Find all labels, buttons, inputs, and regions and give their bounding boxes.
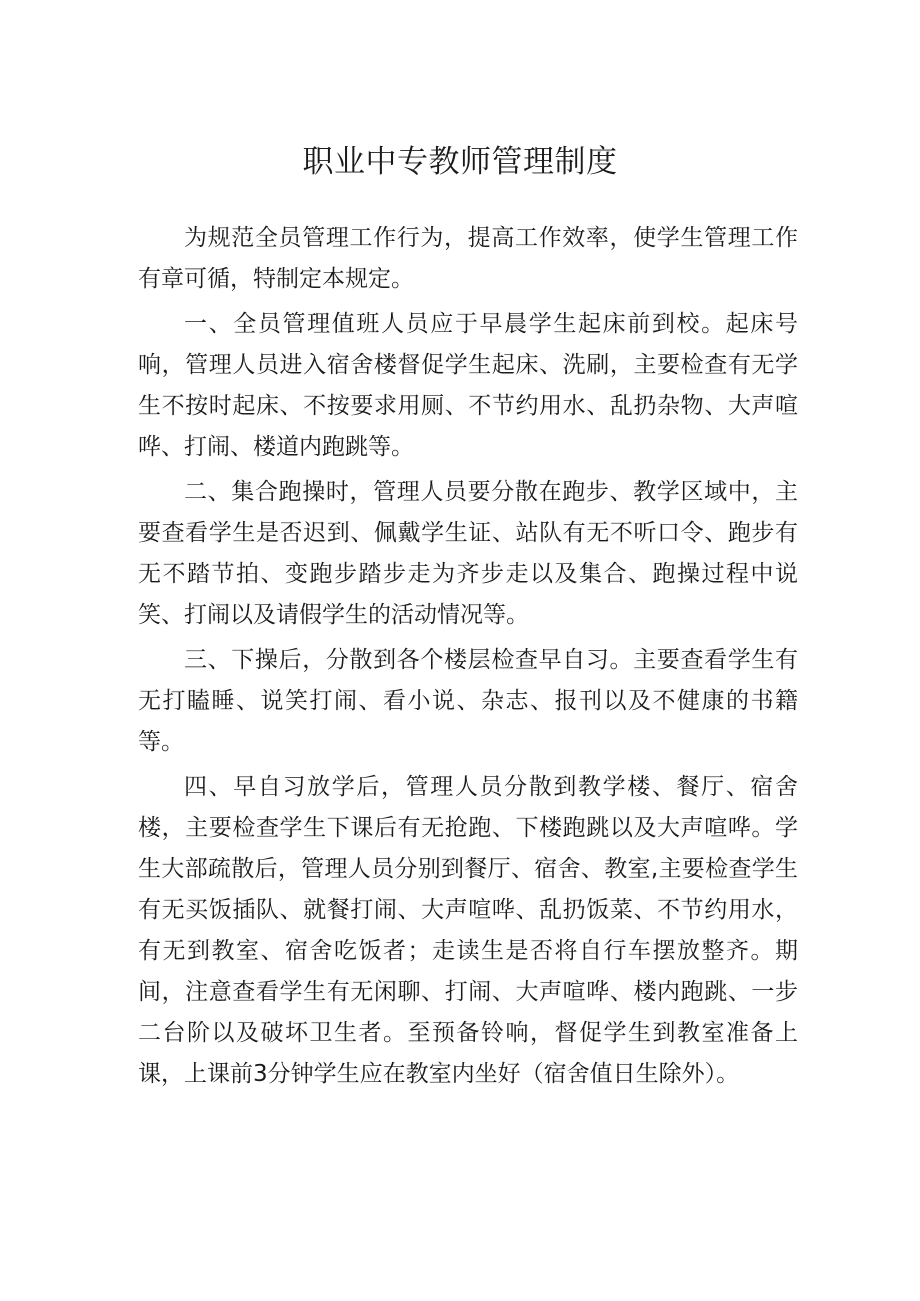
rule-4-paragraph: 四、早自习放学后，管理人员分散到教学楼、餐厅、宿舍楼，主要检查学生下课后有无抢跑、下楼跑跳以及大声喧哗。学生大部疏散后，管理人员分别到餐厅、宿舍、教室,主要检查学生有无买饭插队、就餐打闹、大声喧哗、乱扔饭菜、不节约用水，有无到教室、宿舍吃饭者；走读生是否将自行车摆放整齐。期间，注意查看学生有无闲聊、打闹、大声喧哗、楼内跑跳、一步二台阶以及破坏卫生者。至预备铃响，督促学生到教室准备上课，上课前3分钟学生应在教室内坐好（宿舍值日生除外）。 bbox=[138, 774, 798, 1087]
intro-paragraph: 为规范全员管理工作行为，提高工作效率，使学生管理工作有章可循，特制定本规定。 bbox=[138, 225, 798, 292]
rule-2-paragraph: 二、集合跑操时，管理人员要分散在跑步、教学区域中，主要查看学生是否迟到、佩戴学生证、站队有无不听口令、跑步有无不踏节拍、变跑步踏步走为齐步走以及集合、跑操过程中说笑、打闹以及请假学生的活动情况等。 bbox=[138, 479, 798, 628]
rule-3-paragraph: 三、下操后，分散到各个楼层检查早自习。主要查看学生有无打瞌睡、说笑打闹、看小说、杂志、报刊以及不健康的书籍等。 bbox=[138, 647, 798, 755]
document-title: 职业中专教师管理制度 bbox=[302, 144, 618, 180]
rule-1-paragraph: 一、全员管理值班人员应于早晨学生起床前到校。起床号响，管理人员进入宿舍楼督促学生起床、洗刷，主要检查有无学生不按时起床、不按要求用厕、不节约用水、乱扔杂物、大声喧哗、打闹、楼道内跑跳等。 bbox=[138, 311, 798, 460]
document-body bbox=[138, 218, 798, 1099]
